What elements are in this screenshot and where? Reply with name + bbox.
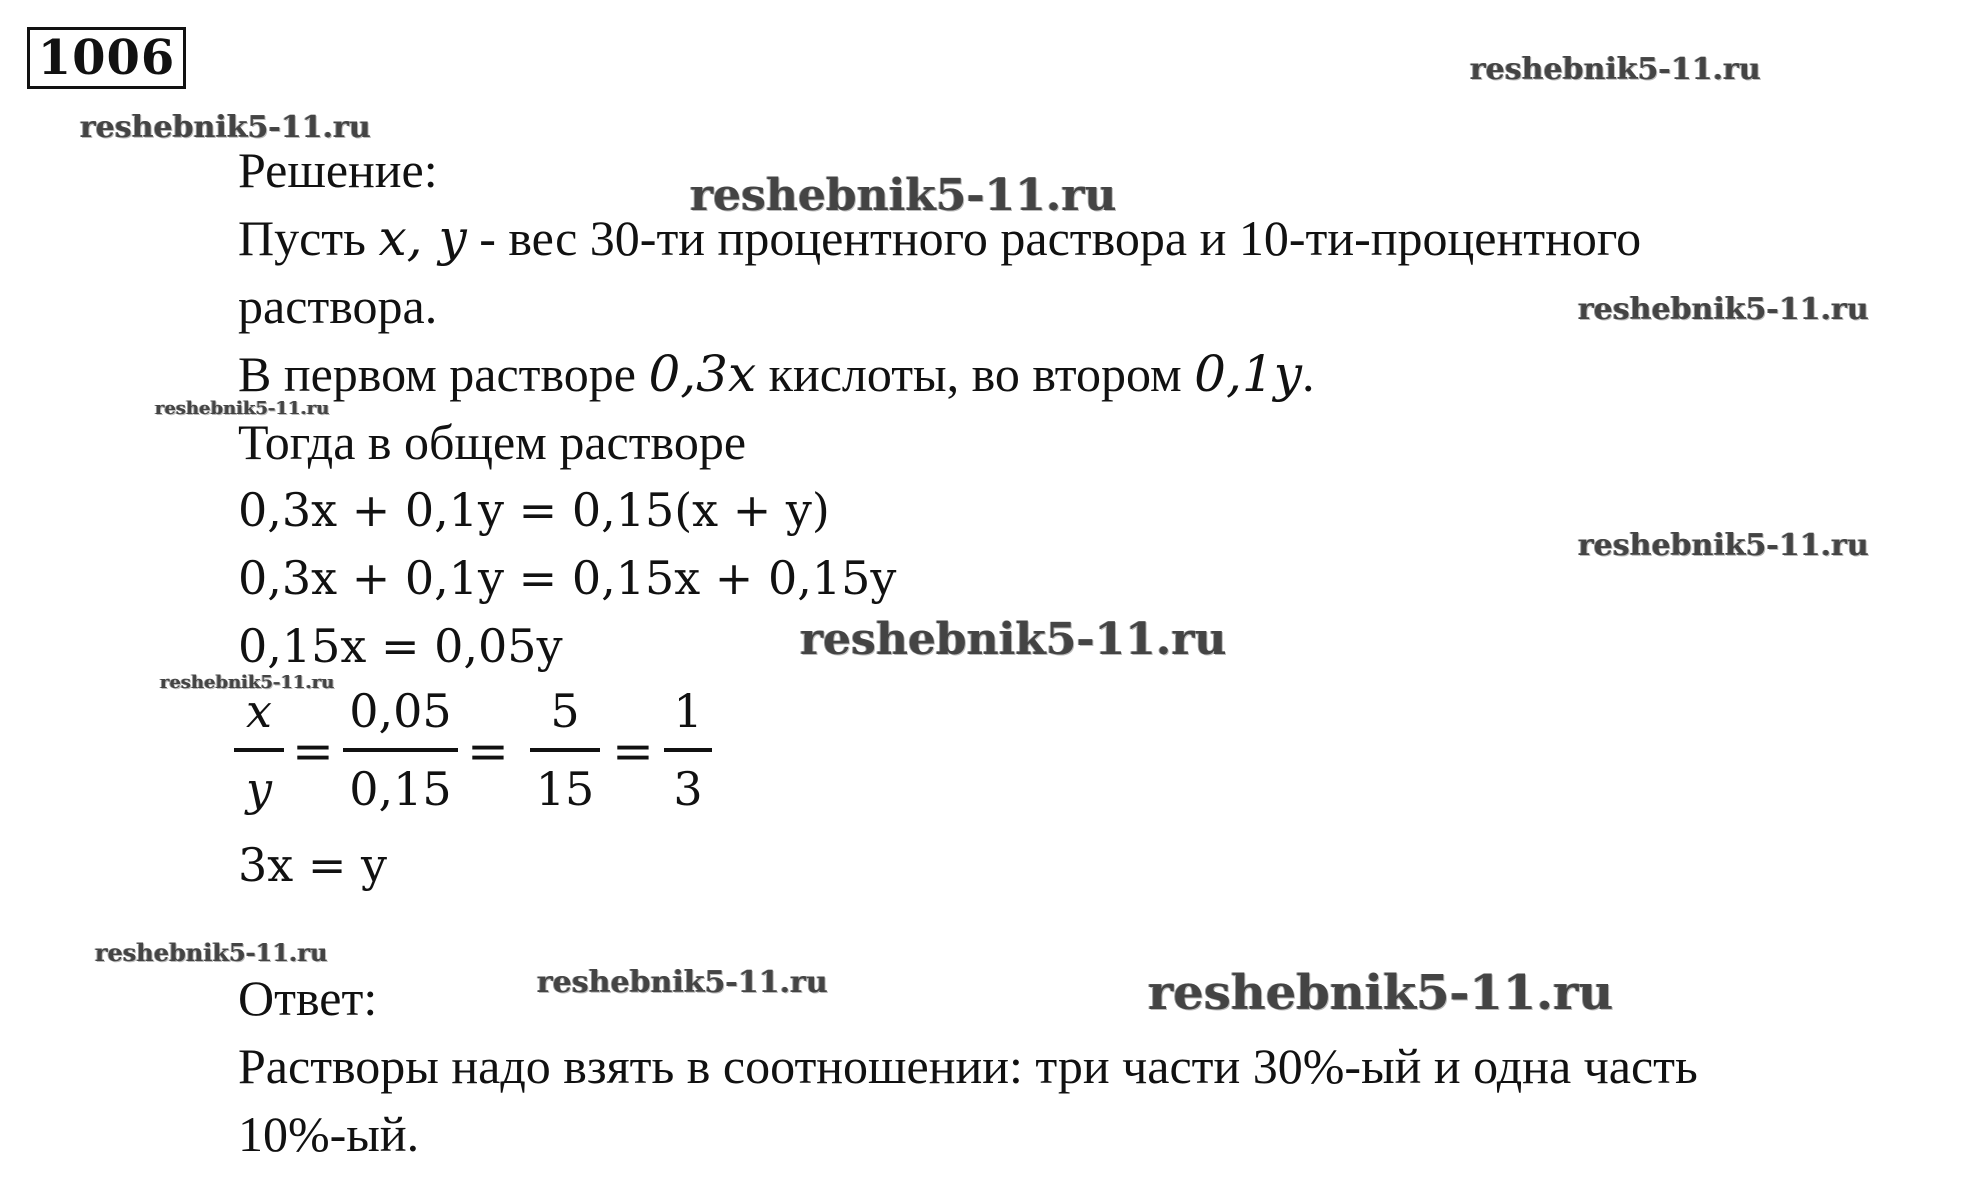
watermark: reshebnik5-11.ru (1578, 528, 1869, 563)
text-line-3-expr-1: 0,3x (648, 345, 757, 403)
equals-sign: = (612, 722, 654, 780)
watermark: reshebnik5-11.ru (800, 614, 1227, 665)
fraction-005-over-015 (343, 680, 458, 820)
watermark: reshebnik5-11.ru (80, 110, 371, 145)
fraction-bar (664, 748, 712, 752)
watermark: reshebnik5-11.ru (95, 938, 328, 967)
text-line-2: раствора. (238, 278, 438, 334)
watermark: reshebnik5-11.ru (537, 965, 828, 1000)
fraction-numerator: 1 (673, 684, 703, 738)
watermark: reshebnik5-11.ru (1578, 292, 1869, 327)
fraction-x-over-y (234, 680, 284, 820)
equation-result: 3x = y (238, 838, 387, 892)
fraction-bar (234, 748, 284, 752)
text-line-3-period: . (1301, 346, 1315, 402)
problem-number: 1006 (27, 27, 186, 89)
fraction-denominator: y (246, 762, 272, 816)
fraction-bar (343, 748, 458, 752)
watermark: reshebnik5-11.ru (690, 170, 1117, 221)
fraction-denominator: 3 (673, 762, 703, 816)
equals-sign: = (292, 722, 334, 780)
text-line-3-expr-2: 0,1y (1194, 345, 1302, 403)
watermark: reshebnik5-11.ru (1470, 52, 1761, 87)
watermark: reshebnik5-11.ru (160, 672, 335, 693)
equation-1: 0,3x + 0,1y = 0,15(x + y) (238, 483, 830, 537)
answer-label: Ответ: (238, 970, 378, 1026)
text-line-3-a: В первом растворе (238, 346, 636, 402)
fraction-5-over-15 (530, 680, 600, 820)
text-line-3 (238, 344, 1314, 404)
fraction-numerator: x (246, 684, 272, 738)
watermark: reshebnik5-11.ru (1148, 965, 1614, 1021)
fraction-numerator: 5 (550, 684, 580, 738)
fraction-1-over-3 (664, 680, 712, 820)
text-line-3-c: кислоты, во втором (768, 346, 1182, 402)
fraction-denominator: 15 (535, 762, 595, 816)
fraction-denominator: 0,15 (349, 762, 452, 816)
answer-line-1: Растворы надо взять в соотношении: три части 30%-ый и одна часть (238, 1038, 1698, 1094)
text-line-1-start: Пусть (238, 210, 366, 266)
variables-xy: x, y (378, 209, 467, 267)
equals-sign: = (467, 722, 509, 780)
equation-2: 0,3x + 0,1y = 0,15x + 0,15y (238, 551, 897, 605)
answer-line-2: 10%-ый. (238, 1106, 420, 1162)
fraction-numerator: 0,05 (349, 684, 452, 738)
equation-3: 0,15x = 0,05y (238, 619, 563, 673)
solution-label: Решение: (238, 142, 438, 198)
text-line-4: Тогда в общем растворе (238, 414, 747, 470)
watermark: reshebnik5-11.ru (155, 398, 330, 419)
fraction-bar (530, 748, 600, 752)
text-line-1 (238, 208, 1641, 268)
text-line-1-rest: - вес 30-ти процентного раствора и 10-ти-процентного (479, 210, 1642, 266)
